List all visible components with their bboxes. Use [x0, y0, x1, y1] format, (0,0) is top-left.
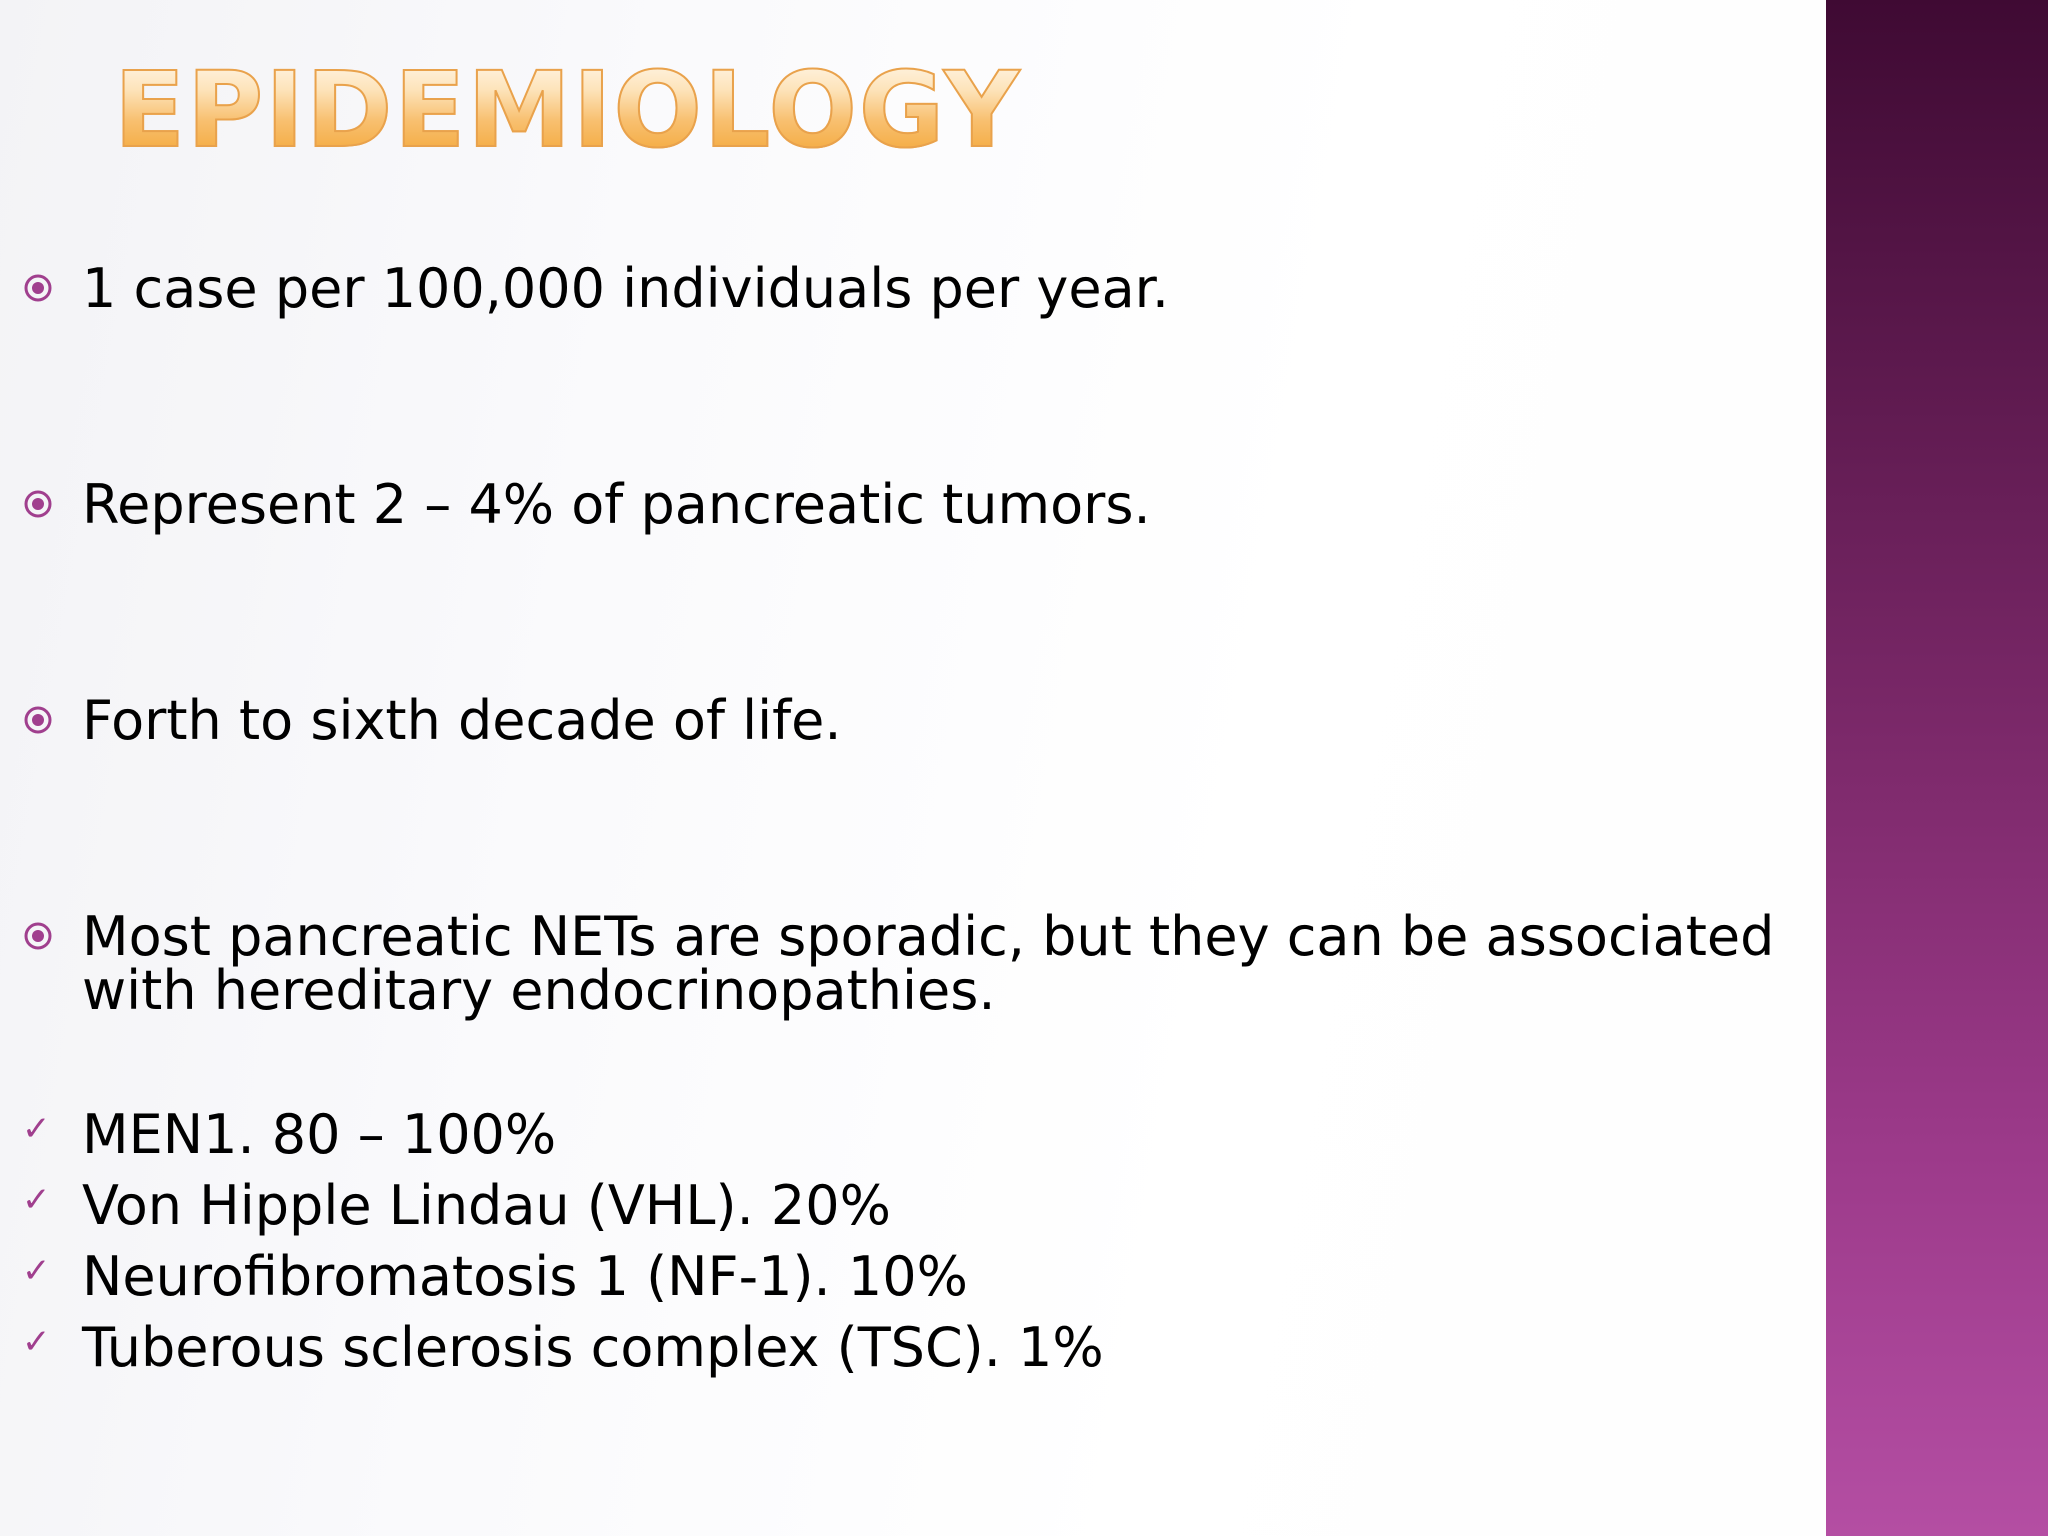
bullet-item: [0, 905, 1810, 1030]
checklist-text: Tuberous sclerosis complex (TSC). 1%: [82, 1316, 1104, 1379]
checkmark-icon: ✓: [22, 1109, 51, 1149]
checkmark-icon: ✓: [22, 1322, 51, 1362]
circle-bullet-icon: [22, 704, 54, 736]
checkmark-icon: ✓: [22, 1180, 51, 1220]
circle-bullet-icon: [22, 920, 54, 952]
checklist-text: Neurofibromatosis 1 (NF-1). 10%: [82, 1245, 968, 1308]
slide-title: EPIDEMIOLOGY: [114, 49, 1022, 171]
circle-bullet-icon: [22, 488, 54, 520]
checklist-item: [0, 1174, 1810, 1239]
bullet-item: [0, 473, 1810, 542]
checklist-item: [0, 1245, 1810, 1310]
checklist-text: Von Hipple Lindau (VHL). 20%: [82, 1174, 891, 1237]
checkmark-icon: ✓: [22, 1251, 51, 1291]
bullet-text: Represent 2 – 4% of pancreatic tumors.: [82, 473, 1151, 536]
checklist-item: [0, 1316, 1810, 1381]
bullet-item: [0, 257, 1810, 326]
checklist-item: [0, 1103, 1810, 1168]
decorative-side-bar: [1826, 0, 2048, 1536]
checklist-text: MEN1. 80 – 100%: [82, 1103, 557, 1166]
bullet-text: Most pancreatic NETs are sporadic, but they can be associated with hereditary endocrinopathies.: [82, 905, 1775, 1022]
circle-bullet-icon: [22, 272, 54, 304]
bullet-item: [0, 689, 1810, 758]
bullet-text: Forth to sixth decade of life.: [82, 689, 842, 752]
bullet-text: 1 case per 100,000 individuals per year.: [82, 257, 1170, 320]
